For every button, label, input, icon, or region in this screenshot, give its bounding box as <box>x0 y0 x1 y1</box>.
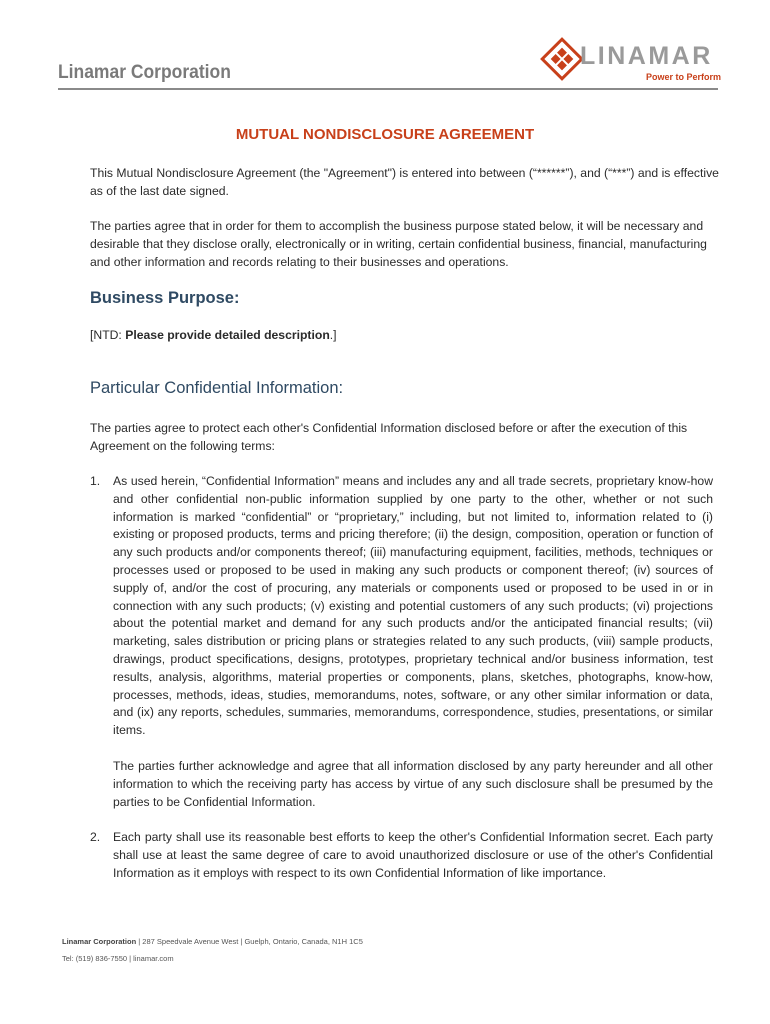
intro-paragraph-1: This Mutual Nondisclosure Agreement (the "Agreement") is entered into between (“******”), and (“***”) and is effective as of the last date signed. <box>90 166 719 198</box>
ntd-prefix: [NTD: <box>90 328 126 342</box>
list-item-text: As used herein, “Confidential Information” means and includes any and all trade secrets, proprietary know-how and other confidential non-public information supplied by one party to the other, whether or not such information is marked “confidential” or “proprietary,” including, but not limited to, information related to (i) existing or proposed products, terms and pricing therefore; (ii) the design, composition, operation or function of any such products and/or components thereof; (iii) manufacturing equipment, facilities, methods, techniques or processes used or proposed to be used in making any such products or component thereof; (iv) sources of supply of, and/or the cost of procuring, any materials or components used or proposed to be used in or in connection with any such products; (v) existing and potential customers of any such products; (vi) projections about the potential market and demand for any such products and/or the anticipated financial results; (vii) marketing, sales distribution or pricing plans or strategies related to any such products, (viii) sample products, drawings, product specifications, designs, prototypes, proprietary technical and/or business information, test results, analysis, algorithms, material properties or components, plans, sketches, photographs, know-how, processes, methods, ideas, studies, memorandums, notes, software, or any other similar information or data, and (ix) any reports, schedules, summaries, memorandums, correspondence, studies, presentations, or similar items. <box>113 474 713 738</box>
intro-paragraph-2: The parties agree that in order for them to accomplish the business purpose stated below, it will be necessary and desirable that they disclose orally, electronically or in writing, certain confidential business, financial, manufacturing and other information and records relating to their businesses and operations. <box>90 219 707 269</box>
footer-contact: Tel: (519) 836-7550 | linamar.com <box>62 954 174 963</box>
ntd-instruction: Please provide detailed description <box>125 328 330 342</box>
header-company-name: Linamar Corporation <box>58 62 231 83</box>
list-item-number: 1. <box>90 474 101 488</box>
logo-diamond-icon <box>540 37 584 81</box>
document-title: MUTUAL NONDISCLOSURE AGREEMENT <box>235 126 535 143</box>
confidential-info-heading: Particular Confidential Information: <box>90 379 344 397</box>
ntd-note <box>90 327 726 345</box>
logo-tagline: Power to Perform <box>646 72 722 82</box>
footer-address-text: | 287 Speedvale Avenue West | Guelph, Ontario, Canada, N1H 1C5 <box>136 937 363 946</box>
logo-wordmark: LINAMAR <box>580 42 713 70</box>
footer-company: Linamar Corporation <box>62 937 137 946</box>
list-item-followup: The parties further acknowledge and agree that all information disclosed by any party hereunder and all other information to which the receiving party has access by virtue of any such disclosure shall be presumed by the parties to be Confidential Information. <box>113 759 713 809</box>
list-item-number: 2. <box>90 830 101 844</box>
linamar-logo <box>540 37 720 85</box>
header-divider <box>58 88 718 90</box>
ntd-suffix: .] <box>329 328 337 342</box>
footer-address <box>62 937 363 946</box>
business-purpose-heading: Business Purpose: <box>90 289 240 307</box>
list-item-text: Each party shall use its reasonable best efforts to keep the other's Confidential Information secret. Each party shall use at least the same degree of care to avoid unauthorized disclosure or use of the other's Confidential Information as it employs with respect to its own Confidential Information of like importance. <box>113 830 713 880</box>
confidential-info-lead: The parties agree to protect each other's Confidential Information disclosed before or after the execution of this Agreement on the following terms: <box>90 421 688 453</box>
